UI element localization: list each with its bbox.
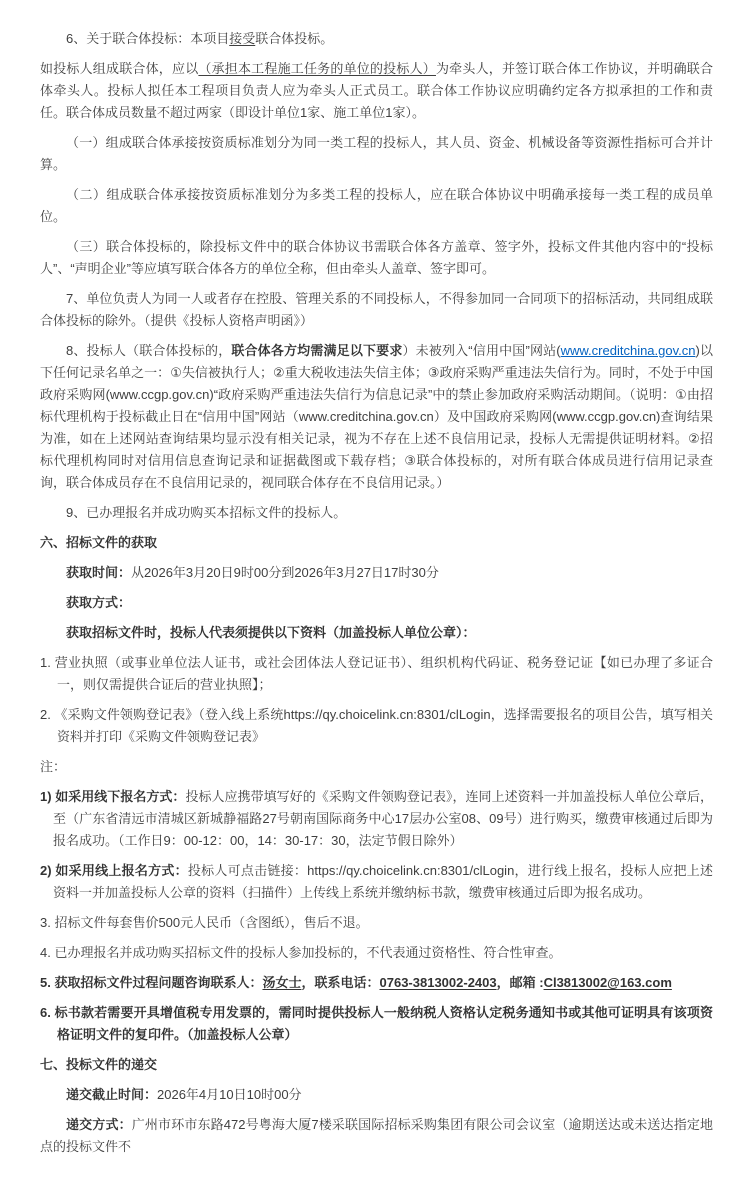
note-label [40, 756, 713, 778]
text-run: 8、投标人（联合体投标的， [66, 343, 232, 358]
text-run: 3. 招标文件每套售价500元人民币（含图纸），售后不退。 [40, 915, 369, 930]
text-run: 6. 标书款若需要开具增值税专用发票的，需同时提供投标人一般纳税人资格认定税务通知书或其他可证明具有该项资格证明文件的复印件。（加盖投标人公章） [40, 1005, 713, 1042]
list-item-1-license [40, 652, 713, 696]
text-run: 2. 《采购文件领购登记表》（登入线上系统https://qy.choicelink.cn:8301/clLogin，选择需要报名的项目公告，填写相关资料并打印《采购文件领购登记表》 [40, 707, 713, 744]
text-run: （二）组成联合体承接按资质标准划分为多类工程的投标人，应在联合体协议中明确承接每一类工程的成员单位。 [40, 187, 713, 224]
text-run: 投标人可点击链接：https://qy.choicelink.cn:8301/clLogin，进行线上报名，投标人应把上述资料一并加盖投标人公章的资料（扫描件）上传线上系统并缴纳标书款，缴费审核通过后即为报名成功。 [53, 863, 714, 900]
para-consortium-sub1 [40, 132, 713, 176]
text-run: ，联系电话： [301, 975, 380, 990]
para-item6-joint-venture [40, 28, 713, 50]
para-item9-registered [40, 502, 713, 524]
text-run: ，邮箱 : [496, 975, 544, 990]
text-run: （一）组成联合体承接按资质标准划分为同一类工程的投标人，其人员、资金、机械设备等资源性指标可合并计算。 [40, 135, 713, 172]
list-item-6-invoice [40, 1002, 713, 1046]
text-run: 联合体投标。 [255, 31, 334, 46]
para-submit-deadline [40, 1084, 713, 1106]
text-run: （三）联合体投标的，除投标文件中的联合体协议书需联合体各方盖章、签字外，投标文件其他内容中的“投标人”、“声明企业”等应填写联合体各方的单位全称，但由牵头人盖章、签字即可。 [40, 239, 713, 276]
text-run: 六、招标文件的获取 [40, 535, 158, 550]
text-run: 获取方式： [66, 595, 132, 610]
list-item-2-registration [40, 704, 713, 748]
text-run: （承担本工程施工任务的单位的投标人） [198, 61, 436, 76]
contact-email: Cl3813002@163.com [543, 975, 672, 990]
para-obtain-materials [40, 622, 713, 644]
creditchina-link[interactable]: www.creditchina.gov.cn [560, 343, 696, 358]
text-run: 联合体各方均需满足以下要求 [231, 343, 403, 358]
text-run: 接受 [229, 31, 256, 46]
text-run: 递交截止时间： [66, 1087, 158, 1102]
text-run: 从2026年3月20日9时00分到2026年3月27日17时30分 [131, 565, 439, 580]
para-consortium-sub2 [40, 184, 713, 228]
contact-person: 汤女士 [262, 975, 302, 990]
para-obtain-method [40, 592, 713, 614]
list-item-5-contact [40, 972, 713, 994]
note-item-2-online [40, 860, 713, 904]
text-run: 广州市环市东路472号粤海大厦7楼采联国际招标采购集团有限公司会议室（逾期送达或未送达指定地点的投标文件不 [40, 1117, 713, 1154]
contact-phone: 0763-3813002-2403 [379, 975, 497, 990]
para-submit-method [40, 1114, 713, 1158]
text-run: 注： [40, 759, 67, 774]
note-item-1-offline [40, 786, 713, 852]
text-run: 5. 获取招标文件过程问题咨询联系人： [40, 975, 263, 990]
text-run: 2) 如采用线上报名方式： [40, 863, 188, 878]
text-run: 获取招标文件时，投标人代表须提供以下资料（加盖投标人单位公章）： [66, 625, 476, 640]
para-obtain-time [40, 562, 713, 584]
text-run: 4. 已办理报名并成功购买招标文件的投标人参加投标的，不代表通过资格性、符合性审查。 [40, 945, 562, 960]
list-item-4-review [40, 942, 713, 964]
text-run: 为牵头人，并签订联合体工作协议，并明确联合体牵头人。投标人拟任本工程项目负责人应为牵头人正式员工。联合体工作协议应明确约定各方拟承担的工作和责任。联合体成员数量不超过两家（即设计单位1家、施工单位1家）。 [40, 61, 713, 120]
para-item8-credit-check [40, 340, 713, 494]
para-consortium-sub3 [40, 236, 713, 280]
para-consortium-lead [40, 58, 713, 124]
text-run: )以下任何记录名单之一：①失信被执行人；②重大税收违法失信主体；③政府采购严重违法失信行为。同时，不处于中国政府采购网(www.ccgp.gov.cn)“政府采购严重违法失信行为信息记录”中的禁止参加政府采购活动期间。（说明：①由招标代理机构于投标截止日在“信用中国”网站（www.creditchina.gov.cn）及中国政府采购网(www.ccgp.gov.cn)查询结果为准，如在上述网站查询结果均显示没有相关记录，视为不存在上述不良信用记录，投标人无需提供证明材料。②招标代理机构同时对信用信息查询记录和证据截图或下载存档；③联合体投标的，对所有联合体成员进行信用记录查询，联合体成员存在不良信用记录的，视同联合体存在不良信用记录。） [40, 343, 713, 490]
text-run: 9、已办理报名并成功购买本招标文件的投标人。 [66, 505, 347, 520]
para-item7-same-person [40, 288, 713, 332]
list-item-3-price [40, 912, 713, 934]
text-run: 递交方式： [66, 1117, 132, 1132]
heading-section6-obtain [40, 532, 713, 554]
text-run: 2026年4月10日10时00分 [157, 1087, 302, 1102]
text-run: 1. 营业执照（或事业单位法人证书，或社会团体法人登记证书）、组织机构代码证、税务登记证【如已办理了多证合一，则仅需提供合证后的营业执照】； [40, 655, 713, 692]
text-run: 投标人应携带填写好的《采购文件领购登记表》，连同上述资料一并加盖投标人单位公章后，至（广东省清远市清城区新城静福路27号朝南国际商务中心17层办公室08、09号）进行购买，缴费审核通过后即为报名成功。（工作日9：00-12：00，14：30-17：30，法定节假日除外） [53, 789, 713, 848]
text-run: 1) 如采用线下报名方式： [40, 789, 186, 804]
text-run: 7、单位负责人为同一人或者存在控股、管理关系的不同投标人，不得参加同一合同项下的招标活动，共同组成联合体投标的除外。（提供《投标人资格声明函》） [40, 291, 713, 328]
text-run: 6、关于联合体投标：本项目 [66, 31, 230, 46]
heading-section7-submit [40, 1054, 713, 1076]
text-run: 获取时间： [66, 565, 132, 580]
text-run: 如投标人组成联合体，应以 [40, 61, 199, 76]
text-run: ）未被列入“信用中国”网站( [402, 343, 561, 358]
text-run: 七、投标文件的递交 [40, 1057, 158, 1072]
